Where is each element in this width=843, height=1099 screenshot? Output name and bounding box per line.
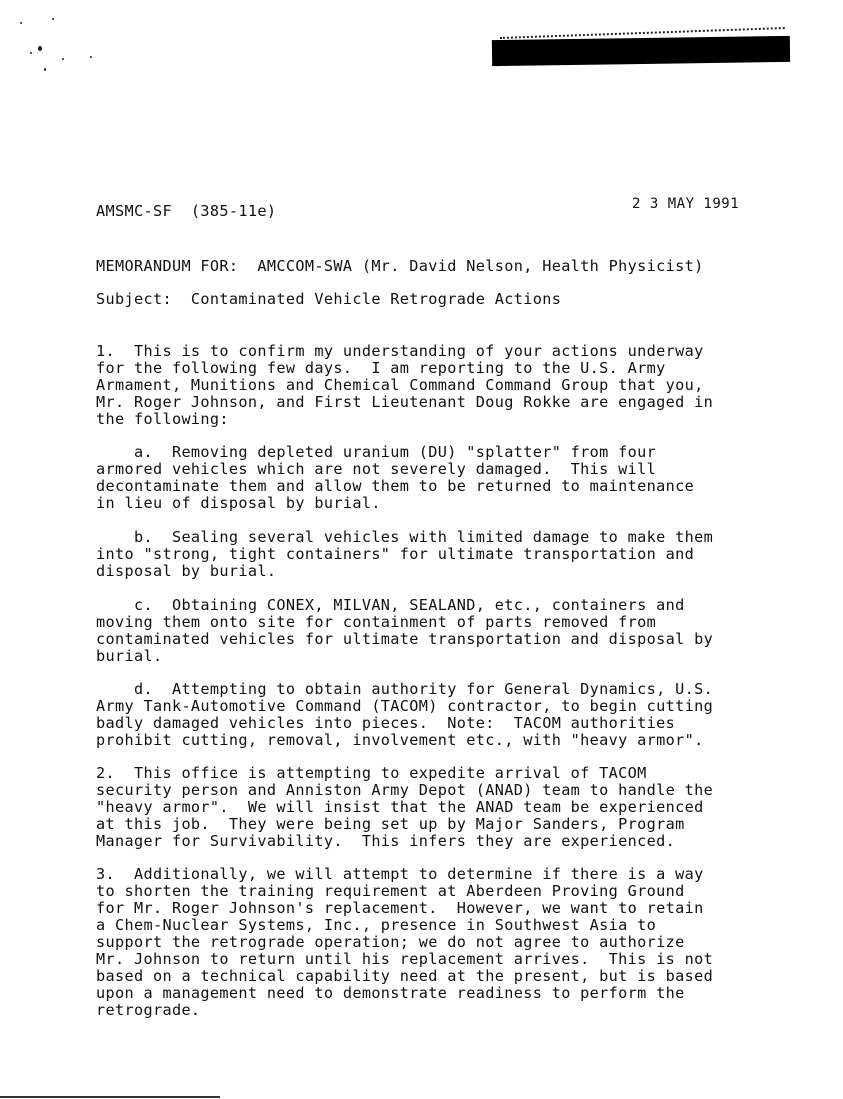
body-line: 3. Additionally, we will attempt to determine if there is a way [96, 865, 704, 883]
office-symbol: AMSMC-SF (385-11e) [96, 202, 277, 220]
redaction-bar [492, 36, 790, 66]
body-line: in lieu of disposal by burial. [96, 494, 381, 512]
body-line: to shorten the training requirement at Aberdeen Proving Ground [96, 882, 685, 900]
body-line: badly damaged vehicles into pieces. Note: TACOM authorities [96, 714, 676, 732]
body-line: decontaminate them and allow them to be returned to maintenance [96, 477, 695, 495]
body-line: a. Removing depleted uranium (DU) "splatter" from four [96, 443, 657, 461]
body-line: Manager for Survivability. This infers they are experienced. [96, 832, 676, 850]
body-line: security person and Anniston Army Depot (ANAD) team to handle the [96, 781, 714, 799]
body-line: retrograde. [96, 1001, 201, 1019]
scan-speck [30, 52, 32, 54]
body-line: at this job. They were being set up by Major Sanders, Program [96, 815, 685, 833]
body-line: contaminated vehicles for ultimate transportation and disposal by [96, 630, 714, 648]
body-line: "heavy armor". We will insist that the ANAD team be experienced [96, 798, 704, 816]
body-line: upon a management need to demonstrate readiness to perform the [96, 984, 685, 1002]
body-line: for Mr. Roger Johnson's replacement. However, we want to retain [96, 899, 704, 917]
body-line: moving them onto site for containment of parts removed from [96, 613, 657, 631]
body-line: disposal by burial. [96, 562, 277, 580]
body-line: prohibit cutting, removal, involvement etc., with "heavy armor". [96, 731, 704, 749]
scan-speck [38, 46, 42, 51]
scan-speck [90, 56, 92, 58]
body-line: burial. [96, 647, 163, 665]
body-line: Mr. Roger Johnson, and First Lieutenant Doug Rokke are engaged in [96, 393, 714, 411]
body-line: Mr. Johnson to return until his replacement arrives. This is not [96, 950, 714, 968]
body-line: based on a technical capability need at the present, but is based [96, 967, 714, 985]
body-line: Army Tank-Automotive Command (TACOM) contractor, to begin cutting [96, 697, 714, 715]
body-line: b. Sealing several vehicles with limited damage to make them [96, 528, 714, 546]
scan-speck [62, 58, 64, 60]
body-line: Armament, Munitions and Chemical Command Command Group that you, [96, 376, 704, 394]
body-line: for the following few days. I am reporting to the U.S. Army [96, 359, 666, 377]
body-line: 2. This office is attempting to expedite arrival of TACOM [96, 764, 647, 782]
scan-edge [0, 1096, 220, 1098]
memo-date: 2 3 MAY 1991 [632, 196, 740, 212]
subject-line: Subject: Contaminated Vehicle Retrograde Actions [96, 290, 562, 308]
body-line: support the retrograde operation; we do not agree to authorize [96, 933, 685, 951]
memo-for-line: MEMORANDUM FOR: AMCCOM-SWA (Mr. David Nelson, Health Physicist) [96, 257, 704, 275]
body-line: the following: [96, 410, 229, 428]
scan-speck [44, 68, 46, 71]
body-line: d. Attempting to obtain authority for General Dynamics, U.S. [96, 680, 714, 698]
body-line: armored vehicles which are not severely damaged. This will [96, 460, 657, 478]
body-line: 1. This is to confirm my understanding of your actions underway [96, 342, 704, 360]
body-line: into "strong, tight containers" for ultimate transportation and [96, 545, 695, 563]
body-line: a Chem-Nuclear Systems, Inc., presence in Southwest Asia to [96, 916, 657, 934]
scan-speck [52, 18, 54, 20]
scan-speck [20, 22, 22, 24]
body-line: c. Obtaining CONEX, MILVAN, SEALAND, etc., containers and [96, 596, 685, 614]
